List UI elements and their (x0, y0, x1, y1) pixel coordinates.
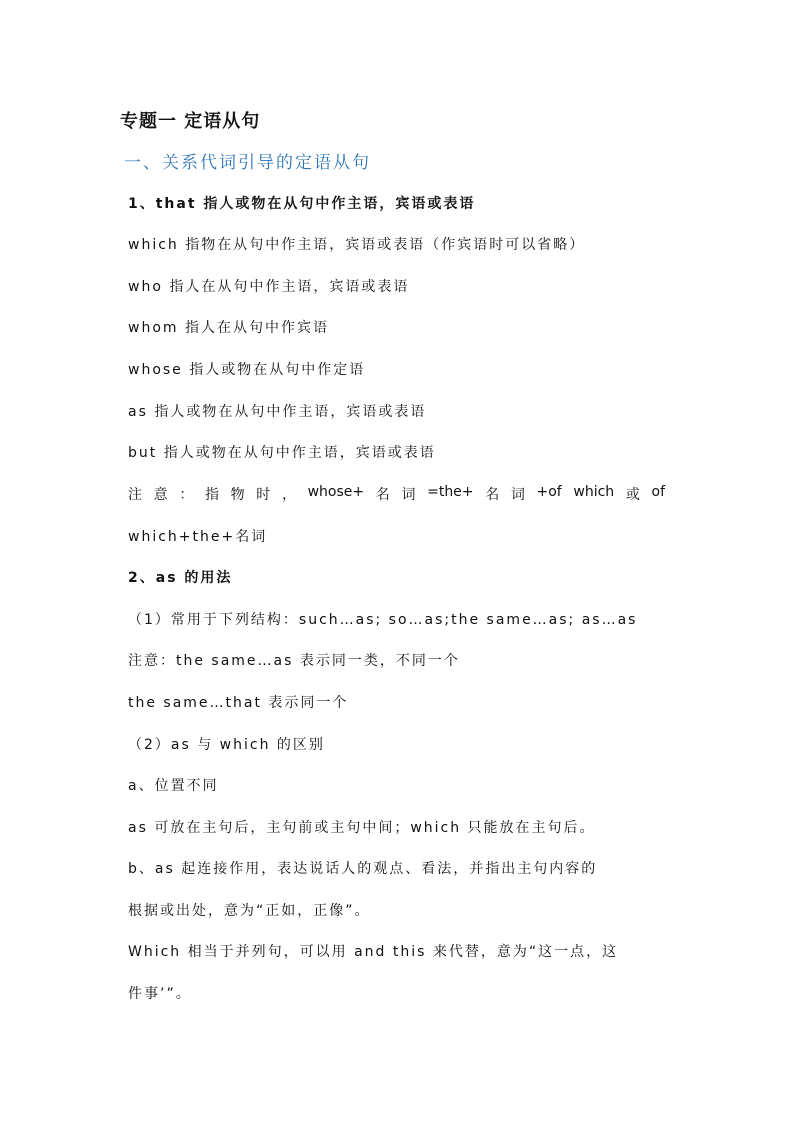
note-part: ， (281, 487, 296, 503)
subheading-that: 1、that 指人或物在从句中作主语，宾语或表语 (128, 196, 476, 212)
text-line: （2）as 与 which 的区别 (128, 737, 325, 753)
text-line: as 可放在主句后，主句前或主句中间；which 只能放在主句后。 (128, 820, 596, 836)
note-line (128, 484, 665, 504)
section-heading: 一、关系代词引导的定语从句 (124, 153, 371, 173)
text-line: as 指人或物在从句中作主语，宾语或表语 (128, 404, 427, 420)
text-line: but 指人或物在从句中作主语，宾语或表语 (128, 445, 436, 461)
note-part: 时 (256, 487, 271, 503)
note-part: 或 (625, 487, 640, 503)
text-line: whose 指人或物在从句中作定语 (128, 362, 366, 378)
text-line: the same…that 表示同一个 (128, 695, 349, 711)
note-continuation: which+the+名词 (128, 529, 268, 545)
note-part: 名 (375, 487, 390, 503)
note-part: +of (536, 484, 562, 500)
text-line: b、as 起连接作用，表达说话人的观点、看法，并指出主句内容的 (128, 861, 598, 877)
note-part: 注 (128, 487, 142, 503)
note-part: 意 (153, 487, 168, 503)
note-part: =the+ (427, 484, 474, 500)
note-part: 物 (230, 487, 245, 503)
subheading-as: 2、as 的用法 (128, 570, 233, 586)
text-line: Which 相当于并列句，可以用 and this 来代替，意为“这一点，这 (128, 944, 619, 960)
note-part: ： (179, 487, 194, 503)
text-line: who 指人在从句中作主语，宾语或表语 (128, 279, 410, 295)
text-line: whom 指人在从句中作宾语 (128, 320, 329, 336)
text-line: 根据或出处，意为“正如，正像”。 (128, 903, 371, 919)
doc-title: 专题一 定语从句 (120, 111, 261, 132)
text-line: a、位置不同 (128, 778, 219, 794)
note-part: 指 (204, 487, 219, 503)
text-line: （1）常用于下列结构：such…as; so…as;the same…as; as…as (128, 612, 638, 628)
text-line: 注意：the same…as 表示同一类，不同一个 (128, 653, 460, 669)
note-part: 词 (510, 487, 525, 503)
note-part: of (651, 484, 665, 500)
note-part: which (573, 484, 615, 500)
note-part: 词 (401, 487, 416, 503)
text-line: 件事’”。 (128, 986, 192, 1002)
note-part: 名 (485, 487, 500, 503)
note-part: whose+ (307, 484, 365, 500)
text-line: which 指物在从句中作主语，宾语或表语（作宾语时可以省略） (128, 237, 586, 253)
